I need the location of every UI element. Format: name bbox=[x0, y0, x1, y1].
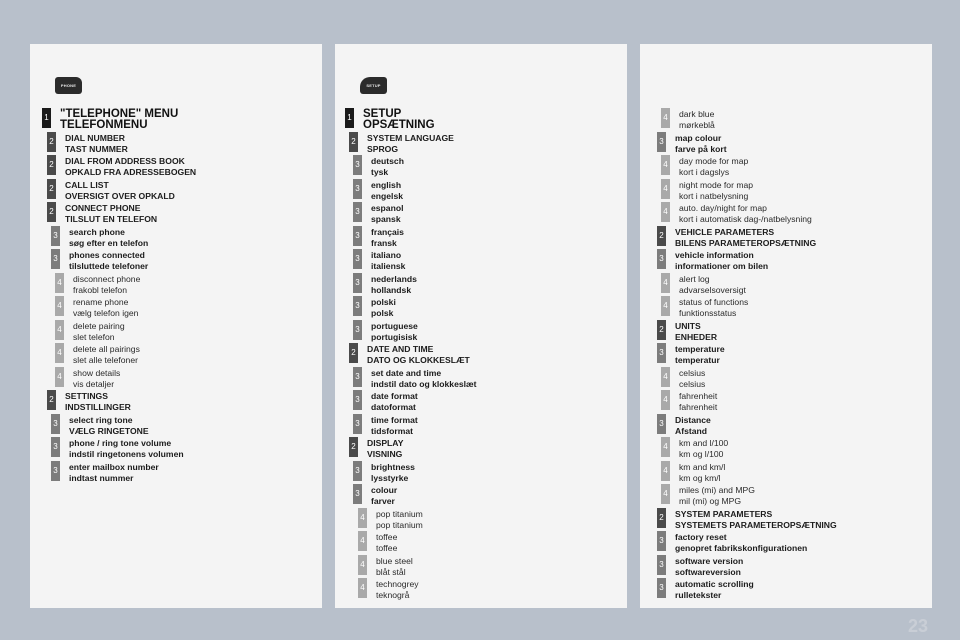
level-badge: 4 bbox=[55, 367, 64, 387]
level-badge: 4 bbox=[661, 367, 670, 387]
level-badge: 1 bbox=[42, 108, 51, 128]
menu-entry-label bbox=[675, 344, 725, 366]
label-english: software version bbox=[675, 555, 744, 566]
level-badge: 2 bbox=[47, 155, 56, 175]
label-english: DATE AND TIME bbox=[367, 344, 434, 354]
menu-entry-level-4 bbox=[30, 343, 322, 365]
label-english: "TELEPHONE" MENU bbox=[60, 108, 179, 120]
menu-entry-label bbox=[371, 250, 405, 272]
label-english: temperature bbox=[675, 344, 725, 354]
menu-entry-label bbox=[371, 368, 477, 390]
menu-entry-label bbox=[371, 156, 404, 178]
label-english: dark blue bbox=[679, 109, 715, 119]
label-english: DISPLAY bbox=[367, 438, 404, 448]
menu-entry-label bbox=[371, 462, 415, 484]
menu-entry-label bbox=[69, 415, 149, 437]
label-danish: BILENS PARAMETEROPSÆTNING bbox=[675, 237, 817, 248]
menu-entry-label bbox=[371, 321, 418, 343]
menu-entry-level-4 bbox=[640, 155, 932, 177]
setup-menu-panel-continued bbox=[640, 44, 932, 608]
label-english: UNITS bbox=[675, 320, 701, 331]
level-badge: 3 bbox=[657, 414, 666, 434]
label-english: italiano bbox=[371, 250, 402, 260]
menu-entry-level-3 bbox=[335, 296, 627, 318]
level-badge: 4 bbox=[661, 437, 670, 457]
menu-entry-level-2 bbox=[335, 437, 627, 459]
menu-entry-level-2 bbox=[640, 226, 932, 248]
label-danish: VISNING bbox=[367, 449, 403, 460]
menu-entry-level-4 bbox=[640, 367, 932, 389]
level-badge: 4 bbox=[358, 508, 367, 528]
menu-entry-level-3 bbox=[640, 555, 932, 577]
menu-entry-label bbox=[376, 556, 413, 578]
menu-entry-label bbox=[367, 438, 403, 460]
label-english: CALL LIST bbox=[65, 179, 109, 190]
page-number: 23 bbox=[908, 616, 929, 636]
label-english: rename phone bbox=[73, 297, 129, 307]
menu-entry-level-3 bbox=[640, 578, 932, 600]
label-english: alert log bbox=[679, 273, 710, 284]
level-badge: 3 bbox=[353, 273, 362, 293]
label-english: set date and time bbox=[371, 367, 442, 378]
label-danish: mørkeblå bbox=[679, 120, 715, 131]
menu-entry-level-3 bbox=[30, 226, 322, 248]
label-english: search phone bbox=[69, 226, 125, 237]
level-badge: 3 bbox=[353, 202, 362, 222]
level-badge: 4 bbox=[661, 484, 670, 504]
menu-entry-label bbox=[679, 462, 725, 484]
menu-entry-level-3 bbox=[335, 484, 627, 506]
menu-entry-level-2 bbox=[30, 202, 322, 224]
menu-entry-level-4 bbox=[30, 296, 322, 318]
level-badge: 3 bbox=[353, 484, 362, 504]
menu-entry-label bbox=[371, 485, 397, 507]
label-danish: temperatur bbox=[675, 355, 720, 366]
menu-entry-label bbox=[69, 250, 148, 272]
label-english: français bbox=[371, 226, 404, 237]
label-danish: ENHEDER bbox=[675, 331, 718, 342]
menu-entry-label bbox=[73, 321, 125, 343]
label-english: celsius bbox=[679, 367, 706, 378]
menu-entry-label bbox=[675, 250, 768, 272]
menu-entry-level-4 bbox=[335, 578, 627, 600]
label-danish: SPROG bbox=[367, 143, 399, 154]
label-english: miles (mi) and MPG bbox=[679, 485, 755, 495]
label-danish: rulletekster bbox=[675, 590, 722, 601]
label-danish: frakobl telefon bbox=[73, 284, 127, 295]
level-badge: 3 bbox=[51, 414, 60, 434]
menu-entry-level-4 bbox=[640, 108, 932, 130]
label-english: automatic scrolling bbox=[675, 579, 754, 589]
label-english: delete all pairings bbox=[73, 344, 140, 354]
menu-entry-label bbox=[367, 133, 454, 155]
label-english: DIAL NUMBER bbox=[65, 132, 125, 143]
menu-entry-level-3 bbox=[335, 249, 627, 271]
phone-button-icon: PHONE bbox=[55, 77, 82, 94]
level-badge: 4 bbox=[661, 296, 670, 316]
label-english: night mode for map bbox=[679, 179, 754, 190]
label-danish: vis detaljer bbox=[73, 378, 115, 389]
label-danish: vælg telefon igen bbox=[73, 308, 139, 319]
menu-entry-label bbox=[679, 438, 728, 460]
level-badge: 3 bbox=[353, 249, 362, 269]
level-badge: 2 bbox=[349, 437, 358, 457]
menu-entry-label bbox=[371, 180, 403, 202]
label-english: blue steel bbox=[376, 555, 413, 566]
menu-entry-level-2 bbox=[640, 508, 932, 530]
menu-entry-label bbox=[69, 462, 159, 484]
level-badge: 3 bbox=[51, 461, 60, 481]
label-english: km and km/l bbox=[679, 461, 726, 472]
label-danish: tidsformat bbox=[371, 425, 414, 436]
label-english: SETTINGS bbox=[65, 391, 108, 401]
level-badge: 3 bbox=[353, 320, 362, 340]
label-danish: pop titanium bbox=[376, 519, 423, 530]
label-english: km and l/100 bbox=[679, 438, 729, 448]
label-english: auto. day/night for map bbox=[679, 203, 767, 213]
menu-entry-level-4 bbox=[640, 179, 932, 201]
menu-entry-level-2 bbox=[30, 179, 322, 201]
level-badge: 3 bbox=[353, 226, 362, 246]
label-danish: polsk bbox=[371, 308, 394, 319]
menu-entry-label bbox=[371, 297, 396, 319]
label-english: portuguese bbox=[371, 320, 418, 331]
menu-entry-label bbox=[679, 109, 715, 131]
menu-entry-level-3 bbox=[335, 179, 627, 201]
label-english: time format bbox=[371, 414, 418, 425]
label-english: brightness bbox=[371, 461, 415, 472]
menu-entry-level-3 bbox=[335, 367, 627, 389]
label-english: nederlands bbox=[371, 273, 417, 284]
label-english: fahrenheit bbox=[679, 391, 718, 401]
label-danish: funktionsstatus bbox=[679, 308, 737, 319]
label-english: status of functions bbox=[679, 297, 749, 307]
menu-entry-label bbox=[675, 579, 754, 601]
label-english: VEHICLE PARAMETERS bbox=[675, 226, 775, 237]
label-danish: hollandsk bbox=[371, 284, 412, 295]
menu-entry-label bbox=[675, 321, 717, 343]
level-badge: 2 bbox=[657, 320, 666, 340]
menu-entry-label bbox=[376, 532, 397, 554]
label-english: polski bbox=[371, 297, 396, 307]
menu-entry-level-4 bbox=[30, 320, 322, 342]
label-danish: INDSTILLINGER bbox=[65, 402, 131, 413]
menu-entry-level-3 bbox=[335, 226, 627, 248]
menu-entry-label bbox=[376, 509, 423, 531]
level-badge: 3 bbox=[353, 296, 362, 316]
label-danish: celsius bbox=[679, 378, 706, 389]
label-english: toffee bbox=[376, 532, 398, 542]
label-english: delete pairing bbox=[73, 320, 125, 331]
level-badge: 2 bbox=[657, 508, 666, 528]
level-badge: 3 bbox=[657, 531, 666, 551]
label-danish: lysstyrke bbox=[371, 472, 409, 483]
label-english: factory reset bbox=[675, 532, 727, 542]
label-danish: farve på kort bbox=[675, 143, 727, 154]
level-badge: 4 bbox=[358, 578, 367, 598]
label-danish: blåt stål bbox=[376, 566, 406, 577]
level-badge: 3 bbox=[353, 179, 362, 199]
label-danish: km og l/100 bbox=[679, 449, 724, 460]
menu-entry-level-4 bbox=[640, 461, 932, 483]
label-danish: DATO OG KLOKKESLÆT bbox=[367, 355, 470, 366]
label-english: disconnect phone bbox=[73, 273, 141, 284]
menu-entry-label bbox=[73, 368, 120, 390]
label-english: espanol bbox=[371, 203, 404, 213]
menu-entry-level-3 bbox=[640, 531, 932, 553]
label-english: select ring tone bbox=[69, 414, 133, 425]
level-badge: 4 bbox=[358, 555, 367, 575]
label-english: CONNECT PHONE bbox=[65, 203, 141, 213]
label-english: phones connected bbox=[69, 250, 145, 260]
menu-entry-level-3 bbox=[335, 461, 627, 483]
menu-entry-level-3 bbox=[30, 249, 322, 271]
menu-entry-level-3 bbox=[30, 461, 322, 483]
menu-entry-level-4 bbox=[30, 273, 322, 295]
level-badge: 3 bbox=[657, 555, 666, 575]
level-badge: 4 bbox=[358, 531, 367, 551]
menu-entry-label bbox=[65, 391, 131, 413]
label-english: date format bbox=[371, 391, 418, 401]
label-english: Distance bbox=[675, 414, 711, 425]
level-badge: 2 bbox=[657, 226, 666, 246]
setup-button-icon: SETUP bbox=[360, 77, 387, 94]
menu-entry-label bbox=[60, 109, 178, 131]
level-badge: 4 bbox=[661, 461, 670, 481]
label-danish: km og km/l bbox=[679, 472, 721, 483]
label-danish: slet alle telefoner bbox=[73, 355, 138, 366]
menu-entry-label bbox=[679, 180, 753, 202]
menu-entry-level-3 bbox=[30, 437, 322, 459]
menu-entry-label bbox=[65, 133, 128, 155]
menu-entry-label bbox=[679, 391, 717, 413]
menu-entry-level-4 bbox=[640, 296, 932, 318]
menu-entry-label bbox=[65, 180, 175, 202]
menu-entry-level-4 bbox=[335, 555, 627, 577]
label-english: pop titanium bbox=[376, 508, 423, 519]
label-english: SYSTEM LANGUAGE bbox=[367, 132, 454, 143]
label-english: vehicle information bbox=[675, 250, 754, 260]
menu-entry-level-2 bbox=[30, 155, 322, 177]
menu-entry-label bbox=[371, 227, 404, 249]
label-danish: portugisisk bbox=[371, 331, 418, 342]
menu-entry-level-4 bbox=[335, 508, 627, 530]
menu-entry-level-3 bbox=[335, 202, 627, 224]
menu-entry-level-3 bbox=[640, 132, 932, 154]
level-badge: 4 bbox=[661, 202, 670, 222]
level-badge: 3 bbox=[353, 367, 362, 387]
label-danish: indstil dato og klokkeslæt bbox=[371, 378, 477, 389]
label-danish: kort i automatisk dag-/natbelysning bbox=[679, 214, 812, 225]
label-english: SYSTEM PARAMETERS bbox=[675, 508, 773, 519]
label-english: DIAL FROM ADDRESS BOOK bbox=[65, 156, 185, 166]
label-danish: farver bbox=[371, 496, 395, 507]
menu-entry-label bbox=[367, 344, 470, 366]
label-danish: TELEFONMENU bbox=[60, 119, 148, 131]
label-danish: slet telefon bbox=[73, 331, 115, 342]
menu-entry-label bbox=[679, 368, 705, 390]
menu-entry-label bbox=[69, 227, 148, 249]
level-badge: 4 bbox=[661, 273, 670, 293]
menu-entry-level-2 bbox=[30, 132, 322, 154]
menu-entry-level-4 bbox=[640, 273, 932, 295]
label-danish: genopret fabrikskonfigurationen bbox=[675, 543, 808, 554]
phone-menu-panel bbox=[30, 44, 322, 608]
level-badge: 3 bbox=[353, 414, 362, 434]
level-badge: 4 bbox=[55, 343, 64, 363]
menu-entry-label bbox=[675, 133, 727, 155]
label-danish: VÆLG RINGETONE bbox=[69, 425, 149, 436]
menu-entry-label bbox=[371, 274, 417, 296]
label-danish: indtast nummer bbox=[69, 472, 134, 483]
level-badge: 4 bbox=[661, 155, 670, 175]
menu-entry-label bbox=[363, 109, 435, 131]
level-badge: 3 bbox=[353, 390, 362, 410]
label-danish: tilsluttede telefoner bbox=[69, 261, 149, 272]
label-danish: toffee bbox=[376, 543, 398, 554]
label-danish: teknogrå bbox=[376, 590, 410, 601]
level-badge: 4 bbox=[661, 108, 670, 128]
menu-entry-level-2 bbox=[30, 390, 322, 412]
menu-entry-label bbox=[679, 274, 746, 296]
menu-entry-label bbox=[679, 297, 748, 319]
level-badge: 4 bbox=[661, 390, 670, 410]
level-badge: 2 bbox=[47, 132, 56, 152]
menu-entry-label bbox=[675, 415, 711, 437]
setup-menu-panel bbox=[335, 44, 627, 608]
level-badge: 2 bbox=[47, 202, 56, 222]
level-badge: 4 bbox=[55, 273, 64, 293]
menu-entry-label bbox=[679, 156, 748, 178]
level-badge: 3 bbox=[657, 578, 666, 598]
label-danish: søg efter en telefon bbox=[69, 237, 149, 248]
menu-entry-level-3 bbox=[640, 343, 932, 365]
menu-entry-level-3 bbox=[335, 273, 627, 295]
menu-entry-level-4 bbox=[30, 367, 322, 389]
label-english: map colour bbox=[675, 132, 722, 143]
menu-entry-level-4 bbox=[640, 437, 932, 459]
level-badge: 1 bbox=[345, 108, 354, 128]
menu-entry-label bbox=[371, 415, 418, 437]
menu-entry-label bbox=[679, 485, 755, 507]
menu-entry-label bbox=[675, 556, 743, 578]
menu-entry-label bbox=[675, 532, 807, 554]
menu-entry-level-4 bbox=[640, 390, 932, 412]
label-danish: mil (mi) og MPG bbox=[679, 496, 742, 507]
label-danish: OVERSIGT OVER OPKALD bbox=[65, 190, 175, 201]
level-badge: 3 bbox=[657, 249, 666, 269]
level-badge: 3 bbox=[657, 343, 666, 363]
level-badge: 3 bbox=[657, 132, 666, 152]
level-badge: 2 bbox=[349, 343, 358, 363]
label-danish: tysk bbox=[371, 167, 389, 178]
label-danish: spansk bbox=[371, 214, 401, 225]
level-badge: 3 bbox=[51, 437, 60, 457]
label-danish: TAST NUMMER bbox=[65, 143, 128, 154]
level-badge: 2 bbox=[47, 390, 56, 410]
label-danish: SYSTEMETS PARAMETEROPSÆTNING bbox=[675, 519, 837, 530]
menu-entry-label bbox=[65, 203, 157, 225]
menu-entry-label bbox=[675, 227, 816, 249]
label-english: SETUP bbox=[363, 108, 402, 120]
label-danish: kort i dagslys bbox=[679, 167, 730, 178]
menu-entry-label bbox=[371, 391, 418, 413]
label-danish: italiensk bbox=[371, 261, 406, 272]
level-badge: 2 bbox=[47, 179, 56, 199]
menu-entry-label bbox=[679, 203, 812, 225]
level-badge: 3 bbox=[51, 226, 60, 246]
label-danish: Afstand bbox=[675, 425, 707, 436]
menu-entry-level-3 bbox=[30, 414, 322, 436]
menu-entry-level-4 bbox=[640, 202, 932, 224]
menu-entry-level-4 bbox=[335, 531, 627, 553]
level-badge: 4 bbox=[55, 320, 64, 340]
label-danish: indstil ringetonens volumen bbox=[69, 449, 184, 460]
label-danish: fransk bbox=[371, 237, 397, 248]
label-danish: engelsk bbox=[371, 190, 404, 201]
menu-entry-label bbox=[73, 274, 140, 296]
label-danish: datoformat bbox=[371, 402, 416, 413]
label-danish: TILSLUT EN TELEFON bbox=[65, 214, 158, 225]
label-english: technogrey bbox=[376, 579, 419, 589]
menu-entry-label bbox=[73, 297, 138, 319]
menu-entry-level-3 bbox=[335, 155, 627, 177]
label-english: phone / ring tone volume bbox=[69, 438, 172, 448]
label-danish: informationer om bilen bbox=[675, 261, 769, 272]
menu-entry-level-2 bbox=[335, 132, 627, 154]
menu-entry-level-1 bbox=[30, 108, 322, 130]
label-danish: advarselsoversigt bbox=[679, 284, 746, 295]
level-badge: 3 bbox=[51, 249, 60, 269]
menu-entry-level-3 bbox=[640, 414, 932, 436]
label-danish: softwareversion bbox=[675, 566, 741, 577]
level-badge: 4 bbox=[661, 179, 670, 199]
menu-entry-label bbox=[376, 579, 419, 601]
label-danish: fahrenheit bbox=[679, 402, 718, 413]
menu-entry-label bbox=[371, 203, 403, 225]
label-english: english bbox=[371, 179, 402, 190]
label-danish: kort i natbelysning bbox=[679, 190, 749, 201]
level-badge: 3 bbox=[353, 461, 362, 481]
menu-entry-level-3 bbox=[335, 390, 627, 412]
menu-entry-level-3 bbox=[640, 249, 932, 271]
menu-entry-label bbox=[675, 509, 837, 531]
menu-entry-level-3 bbox=[335, 414, 627, 436]
level-badge: 2 bbox=[349, 132, 358, 152]
menu-entry-level-3 bbox=[335, 320, 627, 342]
menu-entry-level-4 bbox=[640, 484, 932, 506]
label-english: show details bbox=[73, 367, 121, 378]
menu-entry-label bbox=[65, 156, 196, 178]
level-badge: 4 bbox=[55, 296, 64, 316]
label-english: enter mailbox number bbox=[69, 461, 159, 472]
label-english: deutsch bbox=[371, 156, 404, 166]
menu-entry-label bbox=[69, 438, 184, 460]
menu-entry-level-1 bbox=[335, 108, 627, 130]
menu-entry-level-2 bbox=[640, 320, 932, 342]
label-english: colour bbox=[371, 485, 398, 495]
level-badge: 3 bbox=[353, 155, 362, 175]
label-danish: OPKALD FRA ADRESSEBOGEN bbox=[65, 167, 197, 178]
menu-entry-label bbox=[73, 344, 140, 366]
menu-entry-level-2 bbox=[335, 343, 627, 365]
label-english: day mode for map bbox=[679, 156, 749, 166]
label-danish: OPSÆTNING bbox=[363, 119, 435, 131]
